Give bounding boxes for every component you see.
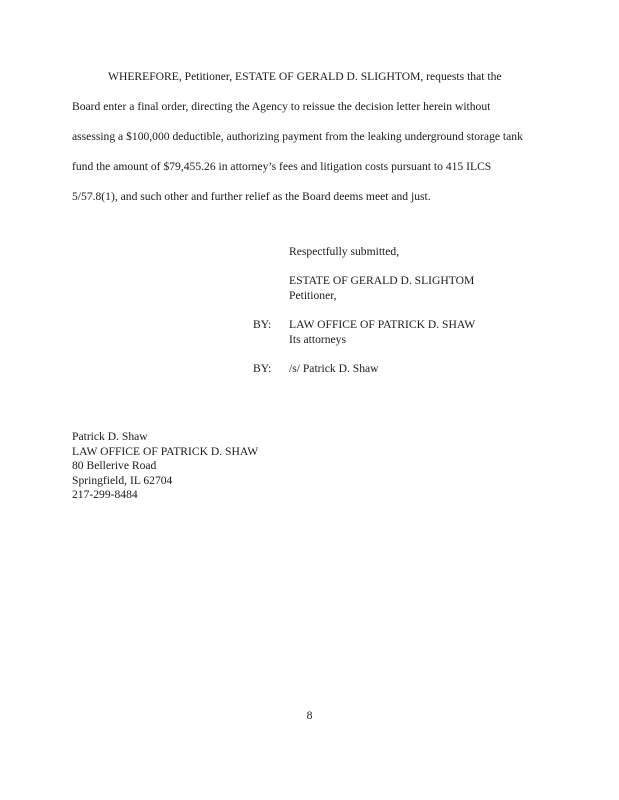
paragraph-line: fund the amount of $79,455.26 in attorney’s fees and litigation costs pursuant to 415 ILCS — [72, 160, 492, 173]
party-role: Petitioner, — [289, 289, 337, 302]
paragraph-line: 5/57.8(1), and such other and further relief as the Board deems meet and just. — [72, 190, 431, 203]
party-name: ESTATE OF GERALD D. SLIGHTOM — [289, 274, 475, 287]
firm-name: LAW OFFICE OF PATRICK D. SHAW — [289, 318, 476, 331]
attorney-address-block — [72, 430, 258, 503]
paragraph-line: WHEREFORE, Petitioner, ESTATE OF GERALD D. SLIGHTOM, requests that the — [108, 70, 502, 83]
phone-number: 217-299-8484 — [72, 488, 138, 501]
firm-role: Its attorneys — [289, 333, 346, 346]
page-number: 8 — [306, 709, 313, 722]
paragraph-line: assessing a $100,000 deductible, authorizing payment from the leaking underground storage tank — [72, 130, 523, 143]
by-label: BY: — [253, 318, 272, 331]
paragraph-line: Board enter a final order, directing the Agency to reissue the decision letter herein without — [72, 100, 491, 113]
closing-text: Respectfully submitted, — [289, 245, 400, 258]
attorney-name: Patrick D. Shaw — [72, 430, 148, 443]
by-label: BY: — [253, 362, 272, 375]
street-address: 80 Bellerive Road — [72, 459, 157, 472]
attorney-firm: LAW OFFICE OF PATRICK D. SHAW — [72, 444, 259, 458]
electronic-signature: /s/ Patrick D. Shaw — [289, 362, 379, 375]
city-state-zip: Springfield, IL 62704 — [72, 473, 173, 487]
